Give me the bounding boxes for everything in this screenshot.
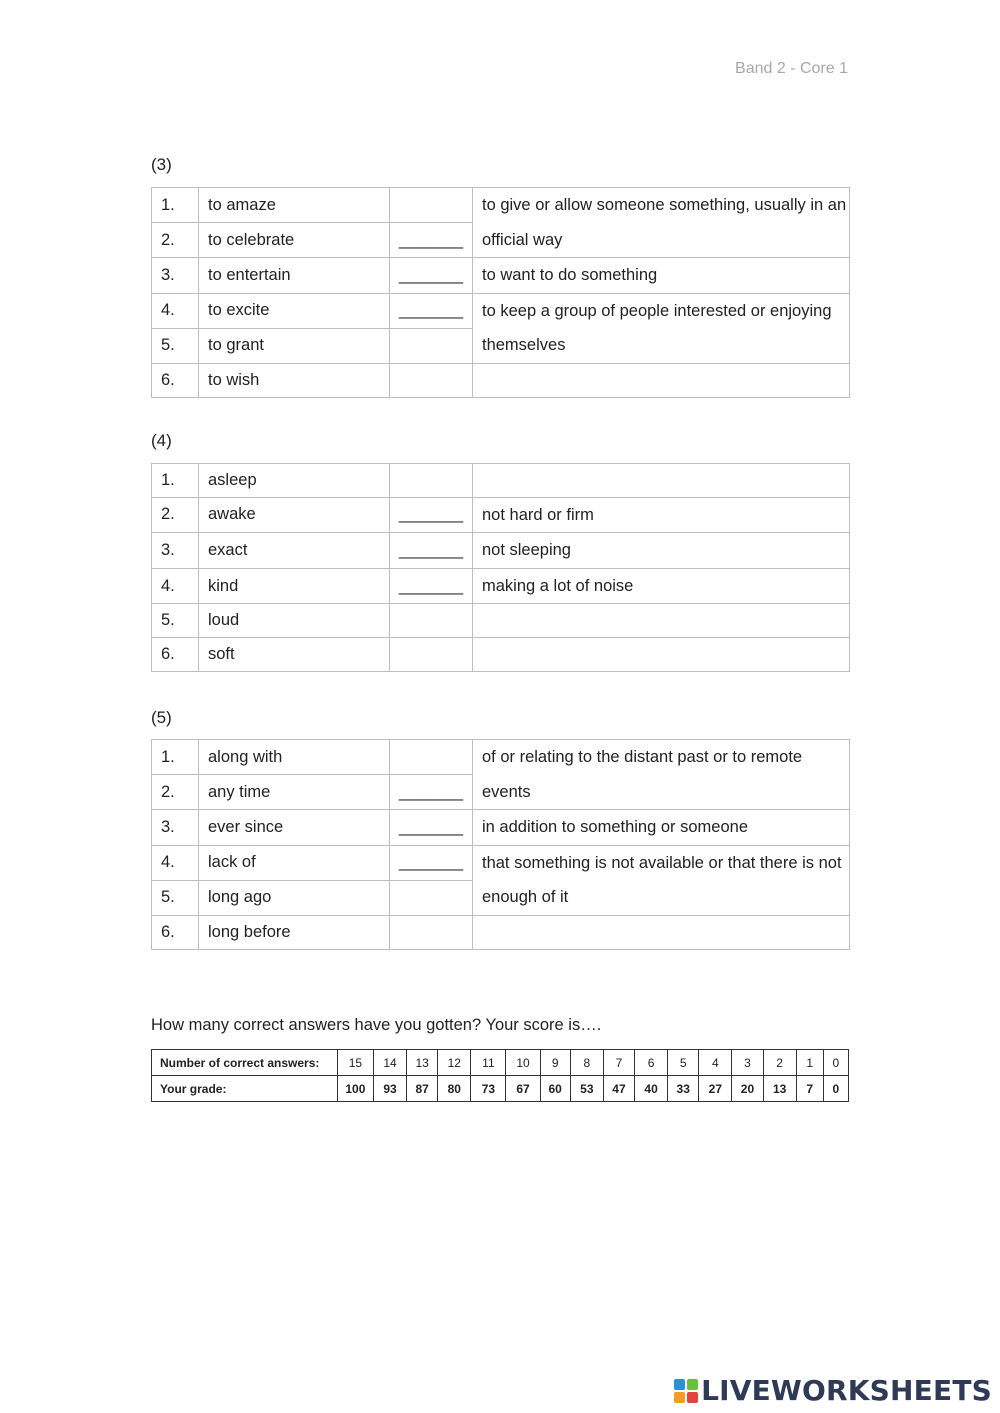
item-number: 5. xyxy=(152,604,199,638)
answer-cell xyxy=(390,637,473,671)
item-word: long before xyxy=(199,915,390,949)
answer-cell xyxy=(390,880,473,915)
correct-answers-label: Number of correct answers: xyxy=(152,1050,338,1076)
answer-cell xyxy=(390,464,473,498)
score-question: How many correct answers have you gotten? Your score is…. xyxy=(151,1016,602,1034)
item-number: 1. xyxy=(152,188,199,223)
item-word: to amaze xyxy=(199,188,390,223)
match-row xyxy=(152,497,850,533)
match-row xyxy=(152,740,850,775)
page-header: Band 2 - Core 1 xyxy=(735,60,848,77)
definition xyxy=(473,637,850,671)
item-number: 3. xyxy=(152,258,199,294)
match-row xyxy=(152,258,850,294)
item-number: 4. xyxy=(152,845,199,880)
correct-count-cell: 7 xyxy=(603,1050,634,1076)
logo-icon xyxy=(673,1378,699,1404)
item-word: ever since xyxy=(199,810,390,846)
answer-blank[interactable]: _______ xyxy=(390,775,473,810)
item-number: 5. xyxy=(152,880,199,915)
answer-blank[interactable]: _______ xyxy=(390,223,473,258)
definition: to give or allow someone something, usually in an official way xyxy=(473,188,850,258)
grade-cell: 73 xyxy=(471,1076,506,1102)
match-table-3 xyxy=(151,187,850,398)
item-word: exact xyxy=(199,533,390,569)
definition: in addition to something or someone xyxy=(473,810,850,846)
item-number: 5. xyxy=(152,328,199,363)
answer-cell xyxy=(390,604,473,638)
answer-blank[interactable]: _______ xyxy=(390,568,473,604)
grade-cell: 100 xyxy=(337,1076,373,1102)
definition: to want to do something xyxy=(473,258,850,294)
logo-text: LIVEWORKSHEETS xyxy=(701,1374,992,1407)
answer-blank[interactable]: _______ xyxy=(390,497,473,533)
definition xyxy=(473,363,850,397)
match-row xyxy=(152,293,850,328)
match-row xyxy=(152,464,850,498)
grade-cell: 33 xyxy=(668,1076,699,1102)
definition: that something is not available or that there is not enough of it xyxy=(473,845,850,915)
item-number: 3. xyxy=(152,810,199,846)
item-word: to excite xyxy=(199,293,390,328)
item-word: long ago xyxy=(199,880,390,915)
item-word: kind xyxy=(199,568,390,604)
answer-blank[interactable]: _______ xyxy=(390,258,473,294)
definition xyxy=(473,604,850,638)
correct-count-cell: 12 xyxy=(438,1050,471,1076)
correct-count-cell: 5 xyxy=(668,1050,699,1076)
item-number: 4. xyxy=(152,293,199,328)
correct-count-cell: 4 xyxy=(699,1050,732,1076)
section-label-3: (3) xyxy=(151,155,172,174)
match-row xyxy=(152,533,850,569)
grade-cell: 20 xyxy=(732,1076,763,1102)
score-row-correct xyxy=(152,1050,849,1076)
correct-count-cell: 2 xyxy=(763,1050,796,1076)
item-word: along with xyxy=(199,740,390,775)
definition: to keep a group of people interested or enjoying themselves xyxy=(473,293,850,363)
correct-count-cell: 15 xyxy=(337,1050,373,1076)
correct-count-cell: 8 xyxy=(570,1050,603,1076)
grade-cell: 87 xyxy=(407,1076,438,1102)
grade-cell: 7 xyxy=(796,1076,823,1102)
definition: of or relating to the distant past or to remote events xyxy=(473,740,850,810)
grade-cell: 80 xyxy=(438,1076,471,1102)
section-label-4: (4) xyxy=(151,431,172,450)
match-row xyxy=(152,568,850,604)
answer-blank[interactable]: _______ xyxy=(390,845,473,880)
item-word: loud xyxy=(199,604,390,638)
grade-cell: 40 xyxy=(635,1076,668,1102)
item-number: 1. xyxy=(152,740,199,775)
item-word: to celebrate xyxy=(199,223,390,258)
definition: making a lot of noise xyxy=(473,568,850,604)
score-table xyxy=(151,1049,849,1102)
item-word: to wish xyxy=(199,363,390,397)
item-number: 4. xyxy=(152,568,199,604)
answer-cell xyxy=(390,328,473,363)
item-number: 2. xyxy=(152,775,199,810)
grade-cell: 60 xyxy=(540,1076,570,1102)
item-number: 3. xyxy=(152,533,199,569)
match-table-4 xyxy=(151,463,850,672)
grade-cell: 93 xyxy=(373,1076,406,1102)
correct-count-cell: 11 xyxy=(471,1050,506,1076)
grade-cell: 13 xyxy=(763,1076,796,1102)
correct-count-cell: 6 xyxy=(635,1050,668,1076)
item-word: any time xyxy=(199,775,390,810)
answer-blank[interactable]: _______ xyxy=(390,293,473,328)
item-word: lack of xyxy=(199,845,390,880)
liveworksheets-logo xyxy=(673,1374,992,1407)
grade-cell: 53 xyxy=(570,1076,603,1102)
definition: not hard or firm xyxy=(473,497,850,533)
match-row xyxy=(152,637,850,671)
grade-label: Your grade: xyxy=(152,1076,338,1102)
correct-count-cell: 10 xyxy=(506,1050,540,1076)
correct-count-cell: 3 xyxy=(732,1050,763,1076)
item-word: to entertain xyxy=(199,258,390,294)
match-row xyxy=(152,188,850,223)
correct-count-cell: 13 xyxy=(407,1050,438,1076)
match-table-5 xyxy=(151,739,850,950)
definition: not sleeping xyxy=(473,533,850,569)
match-row xyxy=(152,363,850,397)
grade-cell: 47 xyxy=(603,1076,634,1102)
item-word: asleep xyxy=(199,464,390,498)
item-word: to grant xyxy=(199,328,390,363)
item-number: 1. xyxy=(152,464,199,498)
grade-cell: 67 xyxy=(506,1076,540,1102)
grade-cell: 0 xyxy=(823,1076,848,1102)
item-number: 2. xyxy=(152,223,199,258)
match-row xyxy=(152,810,850,846)
correct-count-cell: 1 xyxy=(796,1050,823,1076)
answer-blank[interactable]: _______ xyxy=(390,810,473,846)
answer-cell xyxy=(390,915,473,949)
answer-cell xyxy=(390,740,473,775)
correct-count-cell: 0 xyxy=(823,1050,848,1076)
definition xyxy=(473,915,850,949)
item-word: awake xyxy=(199,497,390,533)
match-row xyxy=(152,845,850,880)
definition xyxy=(473,464,850,498)
match-row xyxy=(152,915,850,949)
item-number: 6. xyxy=(152,637,199,671)
item-number: 6. xyxy=(152,363,199,397)
item-number: 2. xyxy=(152,497,199,533)
correct-count-cell: 14 xyxy=(373,1050,406,1076)
answer-cell xyxy=(390,363,473,397)
correct-count-cell: 9 xyxy=(540,1050,570,1076)
answer-blank[interactable]: _______ xyxy=(390,533,473,569)
item-word: soft xyxy=(199,637,390,671)
score-row-grade xyxy=(152,1076,849,1102)
grade-cell: 27 xyxy=(699,1076,732,1102)
section-label-5: (5) xyxy=(151,708,172,727)
item-number: 6. xyxy=(152,915,199,949)
match-row xyxy=(152,604,850,638)
answer-cell xyxy=(390,188,473,223)
